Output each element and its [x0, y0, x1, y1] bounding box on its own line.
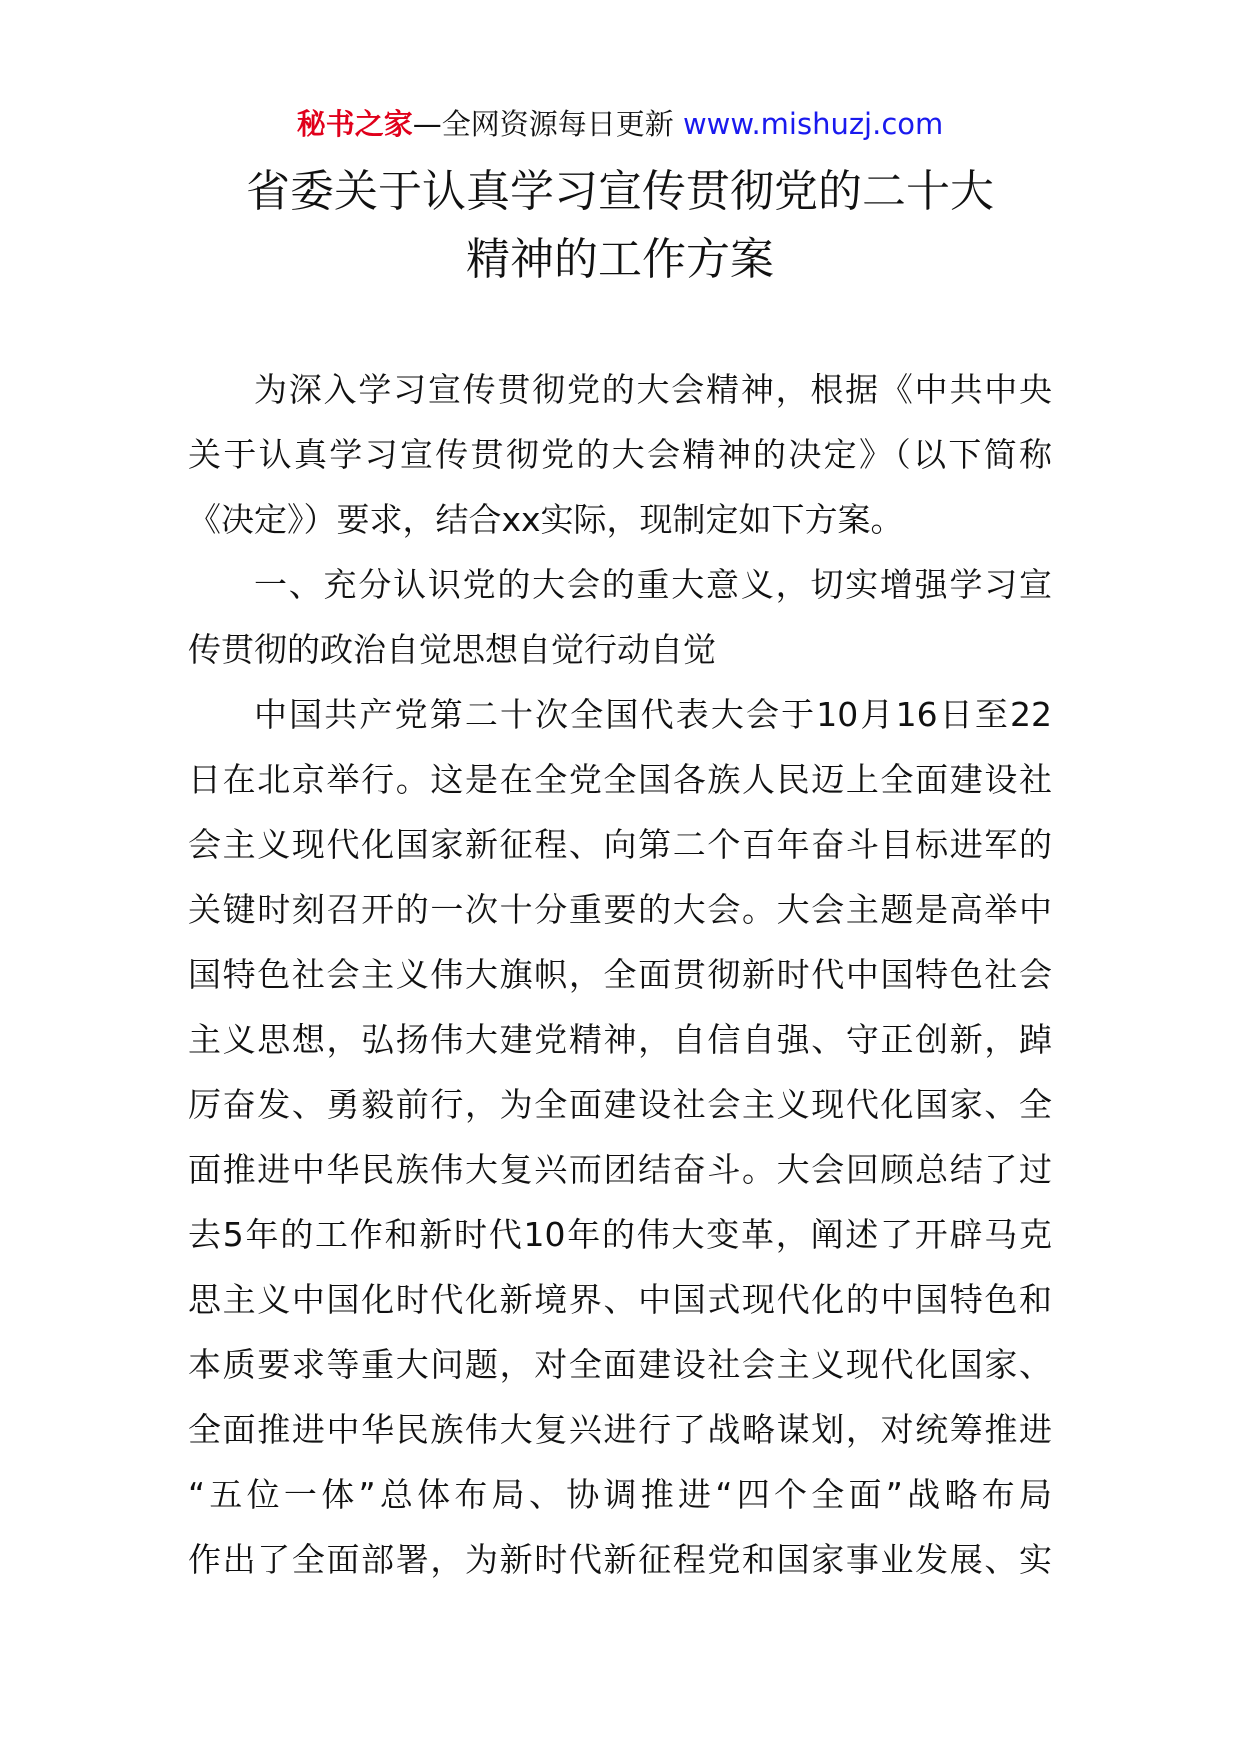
document-title-line-1: 省委关于认真学习宣传贯彻党的二十大	[246, 166, 994, 217]
body-line: 国特色社会主义伟大旗帜，全面贯彻新时代中国特色社会	[188, 955, 1052, 994]
body-line: 去5年的工作和新时代10年的伟大变革，阐述了开辟马克	[188, 1215, 1052, 1254]
site-brand: 秘书之家	[296, 107, 413, 141]
body-line: 日在北京举行。这是在全党全国各族人民迈上全面建设社	[188, 760, 1052, 799]
body-line: 全面推进中华民族伟大复兴进行了战略谋划，对统筹推进	[188, 1410, 1052, 1449]
site-header	[0, 104, 1240, 144]
body-line: 作出了全面部署，为新时代新征程党和国家事业发展、实	[188, 1540, 1052, 1579]
body-line: 《决定》）要求，结合xx实际，现制定如下方案。	[188, 500, 904, 539]
section-heading-line: 一、充分认识党的大会的重大意义，切实增强学习宣	[254, 565, 1052, 604]
body-line: 主义思想，弘扬伟大建党精神，自信自强、守正创新，踔	[188, 1020, 1052, 1059]
body-line: 厉奋发、勇毅前行，为全面建设社会主义现代化国家、全	[188, 1085, 1052, 1124]
section-heading-line: 传贯彻的政治自觉思想自觉行动自觉	[188, 630, 716, 669]
site-slogan: —全网资源每日更新	[412, 107, 683, 141]
body-line: 面推进中华民族伟大复兴而团结奋斗。大会回顾总结了过	[188, 1150, 1052, 1189]
body-line: “五位一体”总体布局、协调推进“四个全面”战略布局	[188, 1475, 1052, 1514]
site-url-link[interactable]: www.mishuzj.com	[682, 107, 944, 141]
document-body	[188, 357, 1052, 1592]
body-line: 关于认真学习宣传贯彻党的大会精神的决定》（以下简称	[188, 435, 1052, 474]
body-line: 思主义中国化时代化新境界、中国式现代化的中国特色和	[188, 1280, 1052, 1319]
body-line: 为深入学习宣传贯彻党的大会精神，根据《中共中央	[254, 370, 1052, 409]
body-line: 关键时刻召开的一次十分重要的大会。大会主题是高举中	[188, 890, 1052, 929]
body-line: 本质要求等重大问题，对全面建设社会主义现代化国家、	[188, 1345, 1052, 1384]
document-title-line-2: 精神的工作方案	[466, 234, 774, 285]
body-line: 会主义现代化国家新征程、向第二个百年奋斗目标进军的	[188, 825, 1052, 864]
body-line: 中国共产党第二十次全国代表大会于10月16日至22	[254, 695, 1052, 734]
